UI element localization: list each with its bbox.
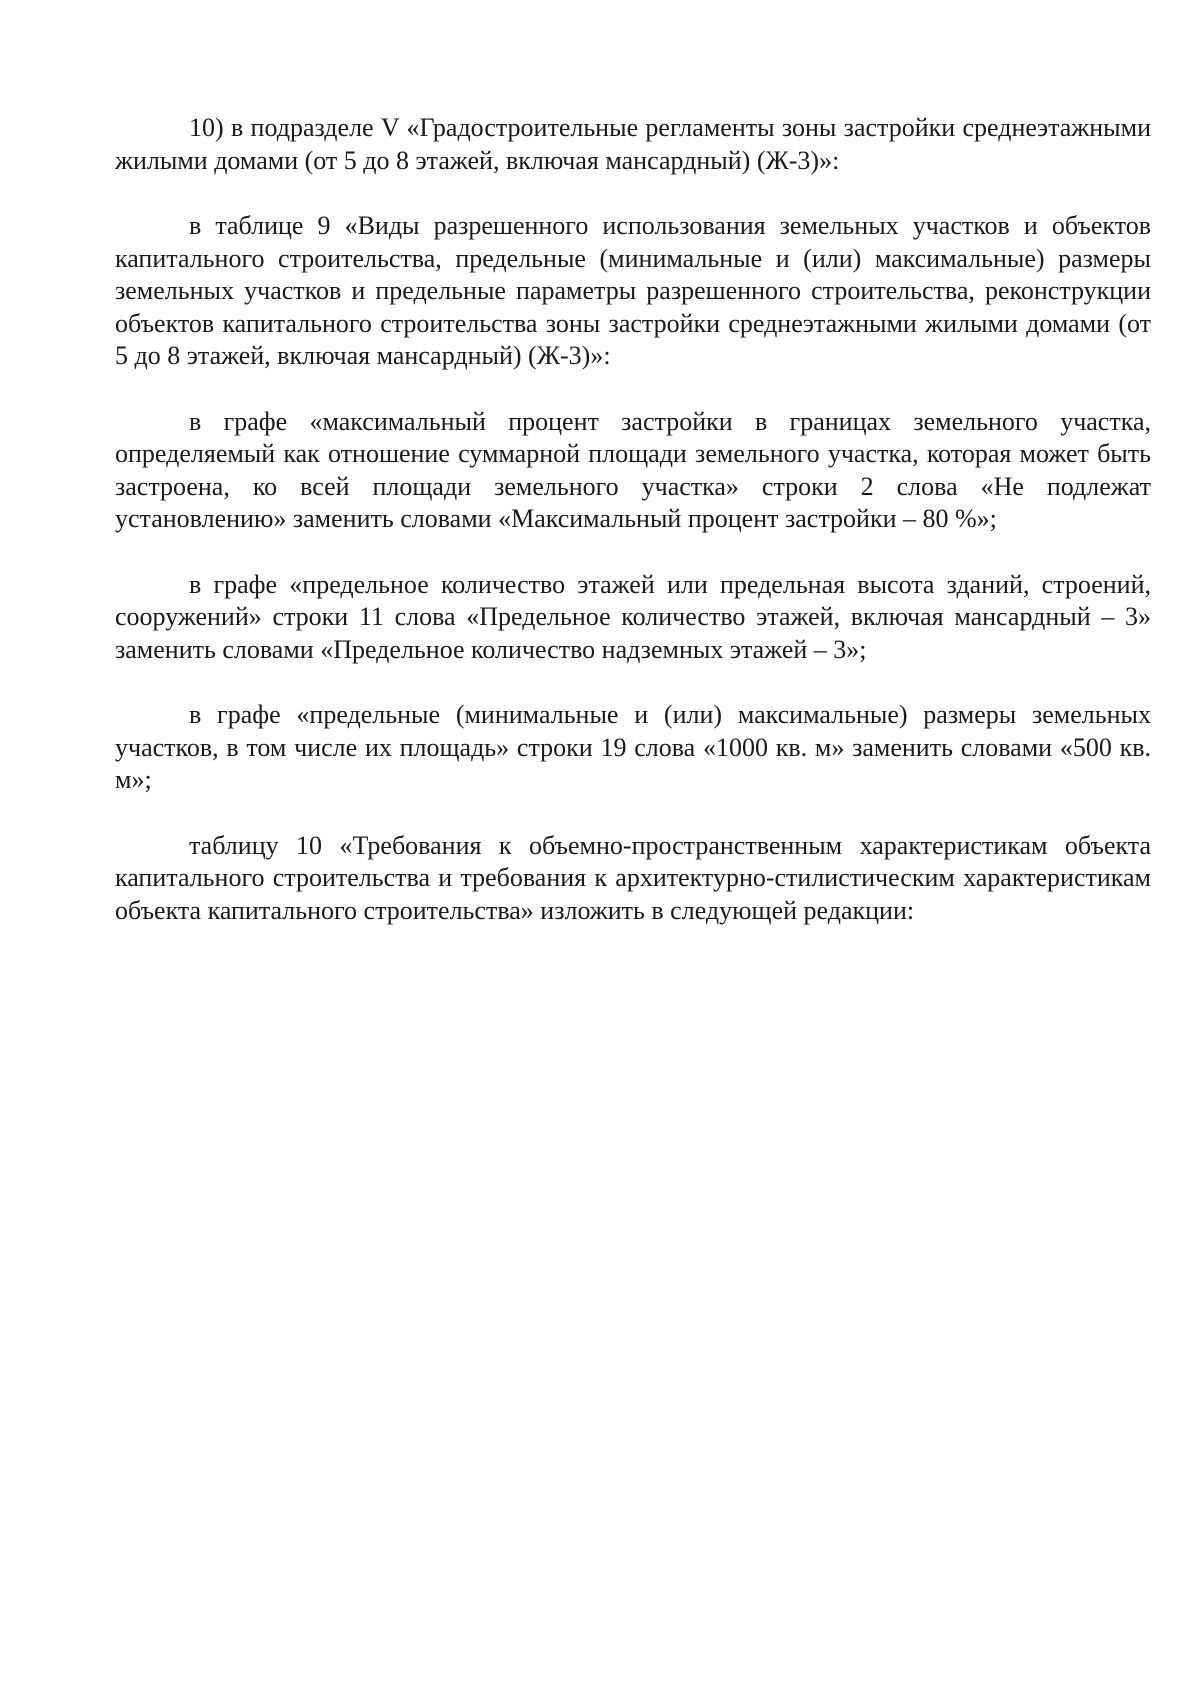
paragraph-plot-size: в графе «предельные (минимальные и (или) максимальные) размеры земельных участков, в том числе их площадь» строки 19 слова «1000 кв. м» заменить словами «500 кв. м»; <box>115 700 1151 794</box>
paragraph-floor-count: в графе «предельное количество этажей или предельная высота зданий, строений, сооружений» строки 11 слова «Предельное количество этажей, включая мансардный – 3» заменить словами «Предельное количество надземных этажей – 3»; <box>115 569 1151 664</box>
paragraph-item-10: 10) в подразделе V «Градостроительные регламенты зоны застройки среднеэтажными жилыми домами (от 5 до 8 этажей, включая мансардный) (Ж-3)»: <box>115 113 1151 175</box>
document-page <box>115 112 1151 960</box>
paragraph-table-9: в таблице 9 «Виды разрешенного использования земельных участков и объектов капитального строительства, предельные (минимальные и (или) максимальные) размеры земельных участков и предельные параметры разрешенного строительства, реконструкции объектов капитального строительства зоны застройки среднеэтажными жилыми домами (от 5 до 8 этажей, включая мансардный) (Ж-3)»: <box>115 211 1151 370</box>
paragraph-max-building-percent: в графе «максимальный процент застройки в границах земельного участка, определяемый как отношение суммарной площади земельного участка, которая может быть застроена, ко всей площади земельного участка» строки 2 слова «Не подлежат установлению» заменить словами «Максимальный процент застройки – 80 %»; <box>115 406 1151 533</box>
paragraph-table-10: таблицу 10 «Требования к объемно-пространственным характеристикам объекта капитального строительства и требования к архитектурно-стилистическим характеристикам объекта капитального строительства» изложить в следующей редакции: <box>115 830 1151 925</box>
